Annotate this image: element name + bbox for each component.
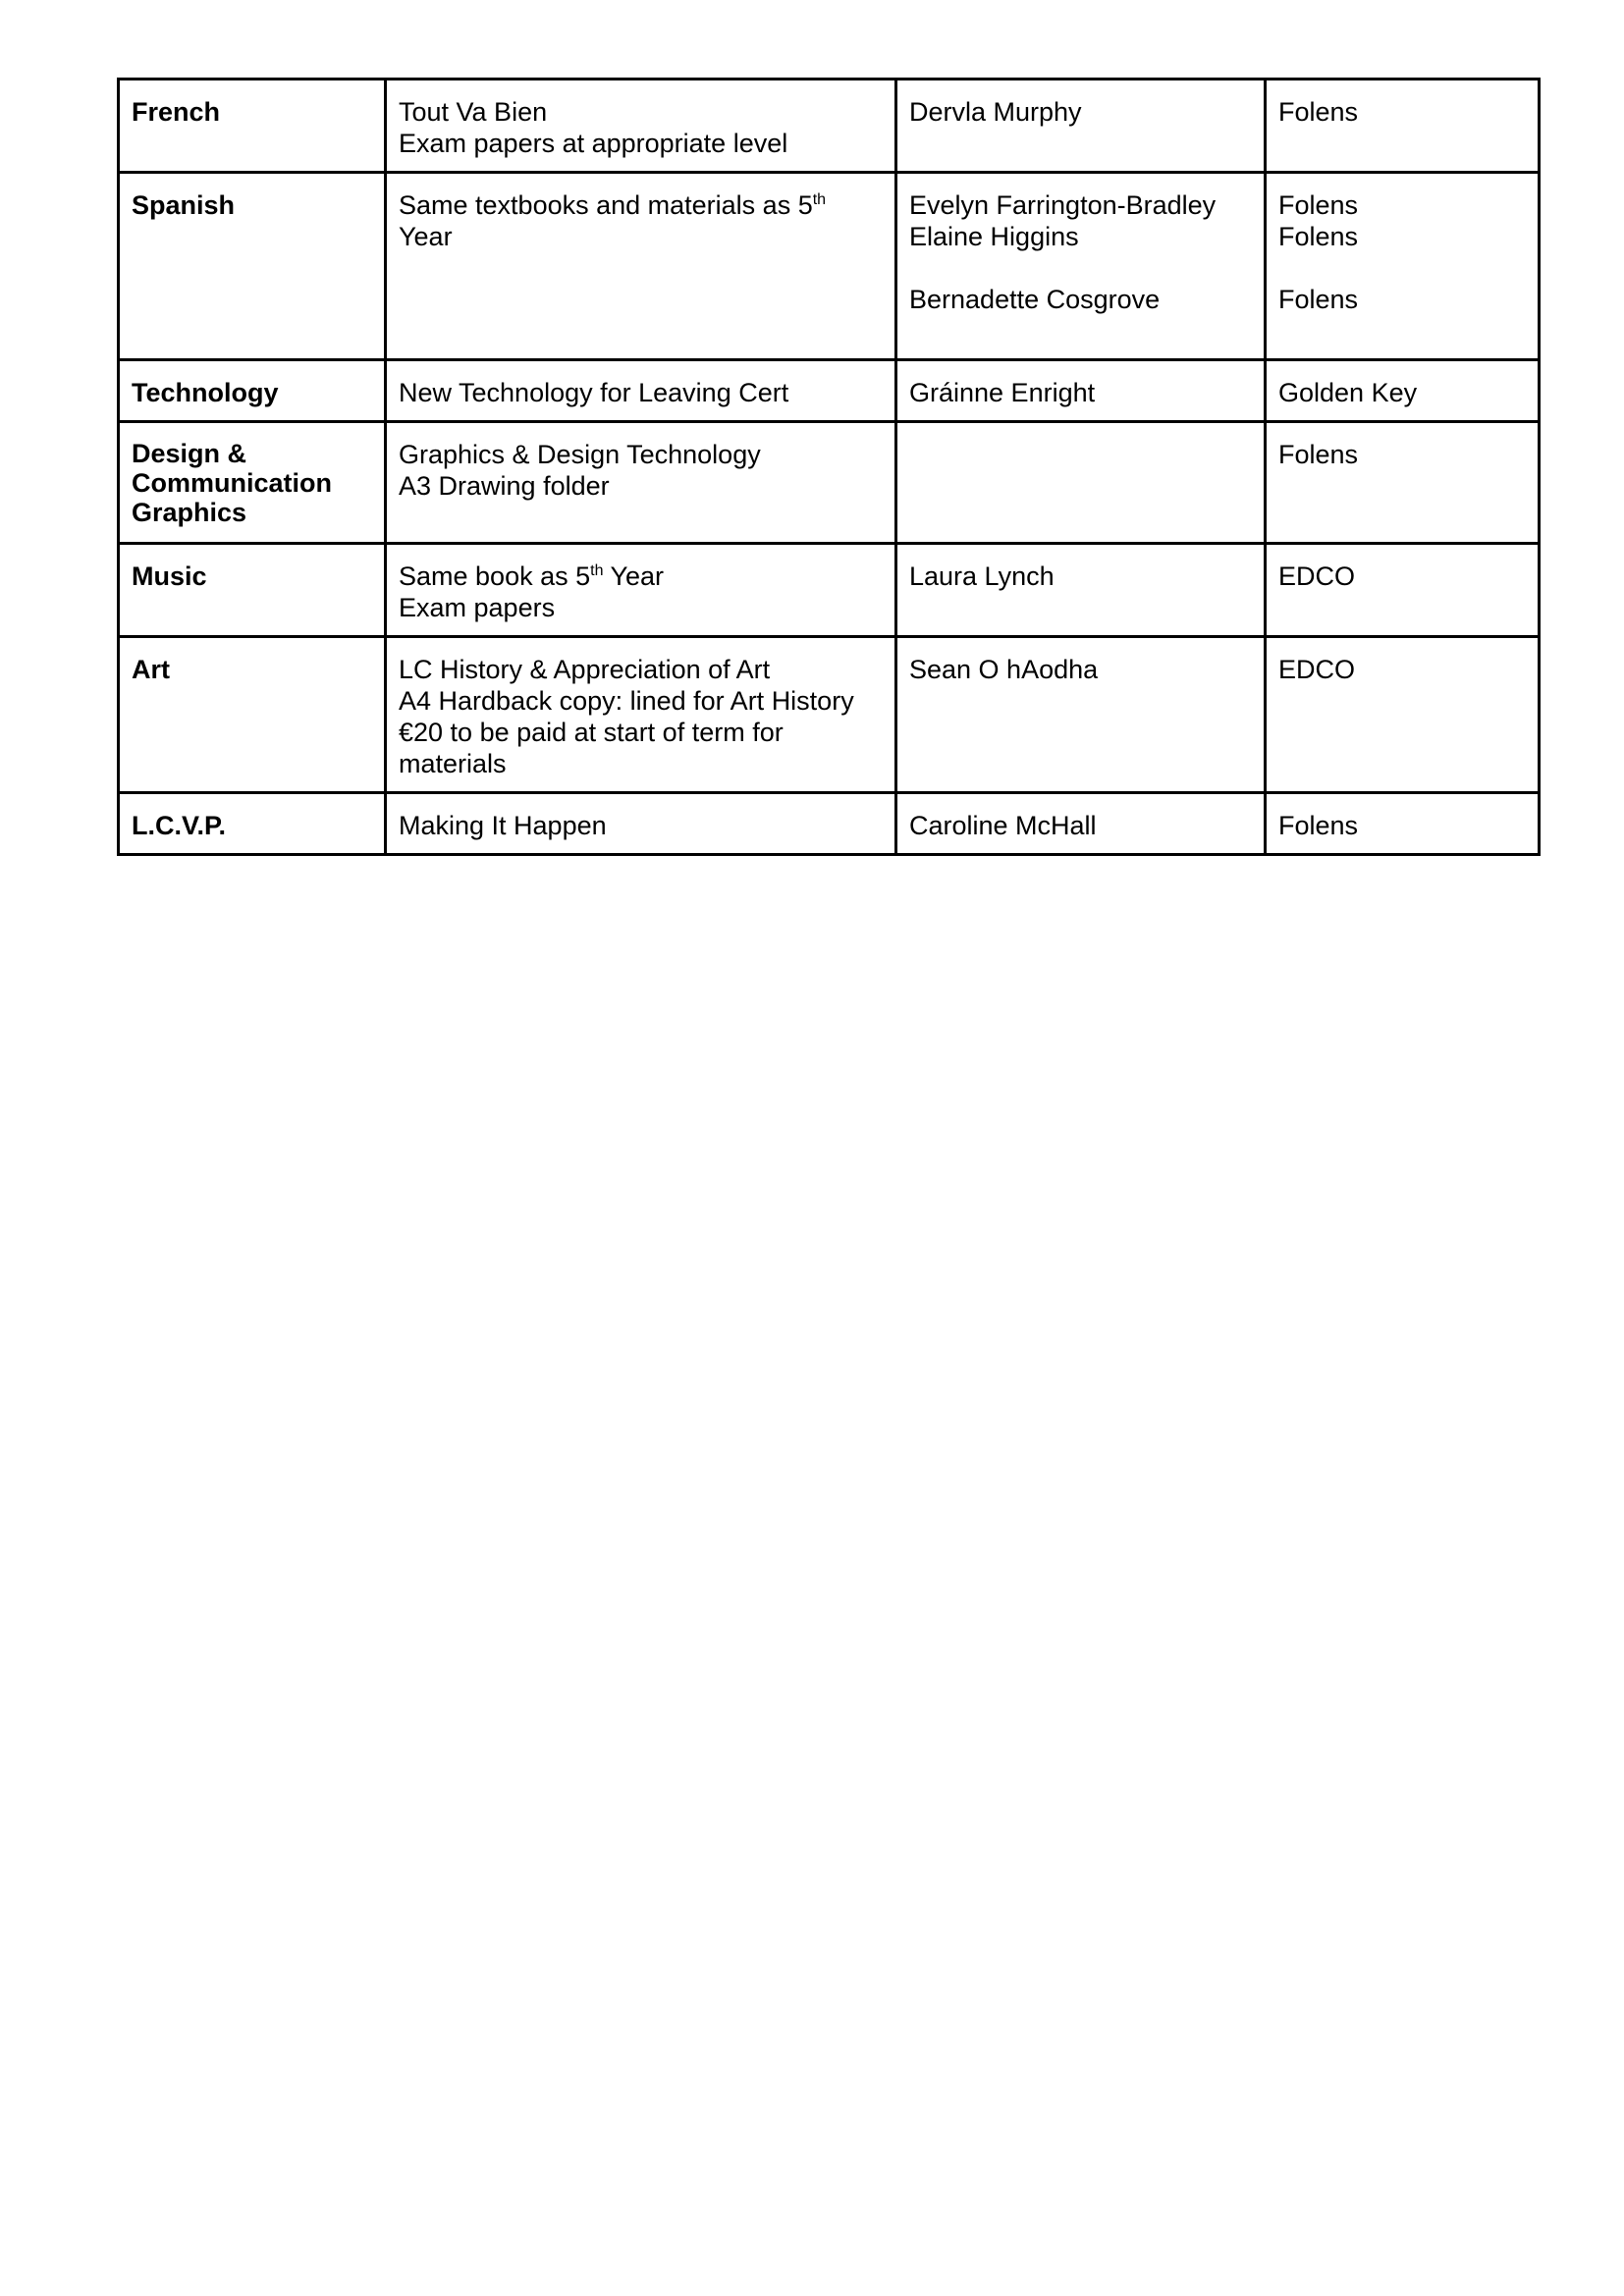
book-title: Tout Va Bien: [399, 97, 548, 127]
author-cell: [896, 793, 1266, 855]
subject-name: Music: [132, 561, 207, 591]
subject-cell: [119, 173, 386, 360]
table-row: [119, 793, 1540, 855]
author-cell: [896, 637, 1266, 793]
book-title: A3 Drawing folder: [399, 471, 610, 501]
publisher-name: Folens: [1278, 440, 1359, 469]
subject-cell: [119, 360, 386, 422]
book-title: Same book as 5th Year: [399, 561, 665, 591]
publisher-cell: [1266, 80, 1540, 173]
subject-cell: [119, 422, 386, 544]
booklist-table: [117, 78, 1541, 856]
book-title: Making It Happen: [399, 811, 607, 840]
author-cell: [896, 422, 1266, 544]
book-title: New Technology for Leaving Cert: [399, 378, 789, 407]
book-title: A4 Hardback copy: lined for Art History: [399, 686, 854, 716]
books-cell: [386, 360, 896, 422]
books-cell: [386, 422, 896, 544]
author-cell: [896, 360, 1266, 422]
books-cell: [386, 173, 896, 360]
table-row: [119, 422, 1540, 544]
author-name: Bernadette Cosgrove: [909, 285, 1161, 314]
publisher-cell: [1266, 637, 1540, 793]
publisher-name: Folens: [1278, 285, 1359, 314]
author-name: Elaine Higgins: [909, 222, 1079, 251]
subject-name: Communication: [132, 468, 333, 498]
subject-name: Spanish: [132, 190, 236, 220]
table-row: [119, 544, 1540, 637]
author-cell: [896, 80, 1266, 173]
books-cell: [386, 637, 896, 793]
subject-cell: [119, 793, 386, 855]
publisher-name: Folens: [1278, 811, 1359, 840]
publisher-cell: [1266, 360, 1540, 422]
subject-name: L.C.V.P.: [132, 811, 227, 840]
book-title: Exam papers at appropriate level: [399, 129, 788, 158]
table-row: [119, 173, 1540, 360]
books-cell: [386, 80, 896, 173]
publisher-cell: [1266, 544, 1540, 637]
subject-cell: [119, 637, 386, 793]
table-row: [119, 637, 1540, 793]
author-name: Dervla Murphy: [909, 97, 1082, 127]
book-title: Graphics & Design Technology: [399, 440, 761, 469]
book-title: €20 to be paid at start of term for materials: [399, 718, 791, 778]
author-name: Gráinne Enright: [909, 378, 1096, 407]
books-cell: [386, 793, 896, 855]
publisher-name: Folens: [1278, 222, 1359, 251]
book-title: LC History & Appreciation of Art: [399, 655, 771, 684]
author-cell: [896, 173, 1266, 360]
book-title: Exam papers: [399, 593, 556, 622]
table-row: [119, 360, 1540, 422]
publisher-name: EDCO: [1278, 655, 1356, 684]
subject-name: French: [132, 97, 221, 127]
publisher-cell: [1266, 793, 1540, 855]
subject-cell: [119, 80, 386, 173]
author-name: Caroline McHall: [909, 811, 1097, 840]
book-title: Same textbooks and materials as 5th Year: [399, 190, 834, 251]
publisher-name: EDCO: [1278, 561, 1356, 591]
table-row: [119, 80, 1540, 173]
author-name: Evelyn Farrington-Bradley: [909, 190, 1217, 220]
publisher-cell: [1266, 422, 1540, 544]
subject-name: Graphics: [132, 498, 247, 527]
author-cell: [896, 544, 1266, 637]
publisher-cell: [1266, 173, 1540, 360]
author-name: Laura Lynch: [909, 561, 1055, 591]
publisher-name: Folens: [1278, 190, 1359, 220]
author-name: Sean O hAodha: [909, 655, 1099, 684]
subject-cell: [119, 544, 386, 637]
subject-name: Art: [132, 655, 170, 684]
publisher-name: Golden Key: [1278, 378, 1418, 407]
publisher-name: Folens: [1278, 97, 1359, 127]
subject-name: Technology: [132, 378, 279, 407]
books-cell: [386, 544, 896, 637]
subject-name: Design &: [132, 439, 247, 468]
